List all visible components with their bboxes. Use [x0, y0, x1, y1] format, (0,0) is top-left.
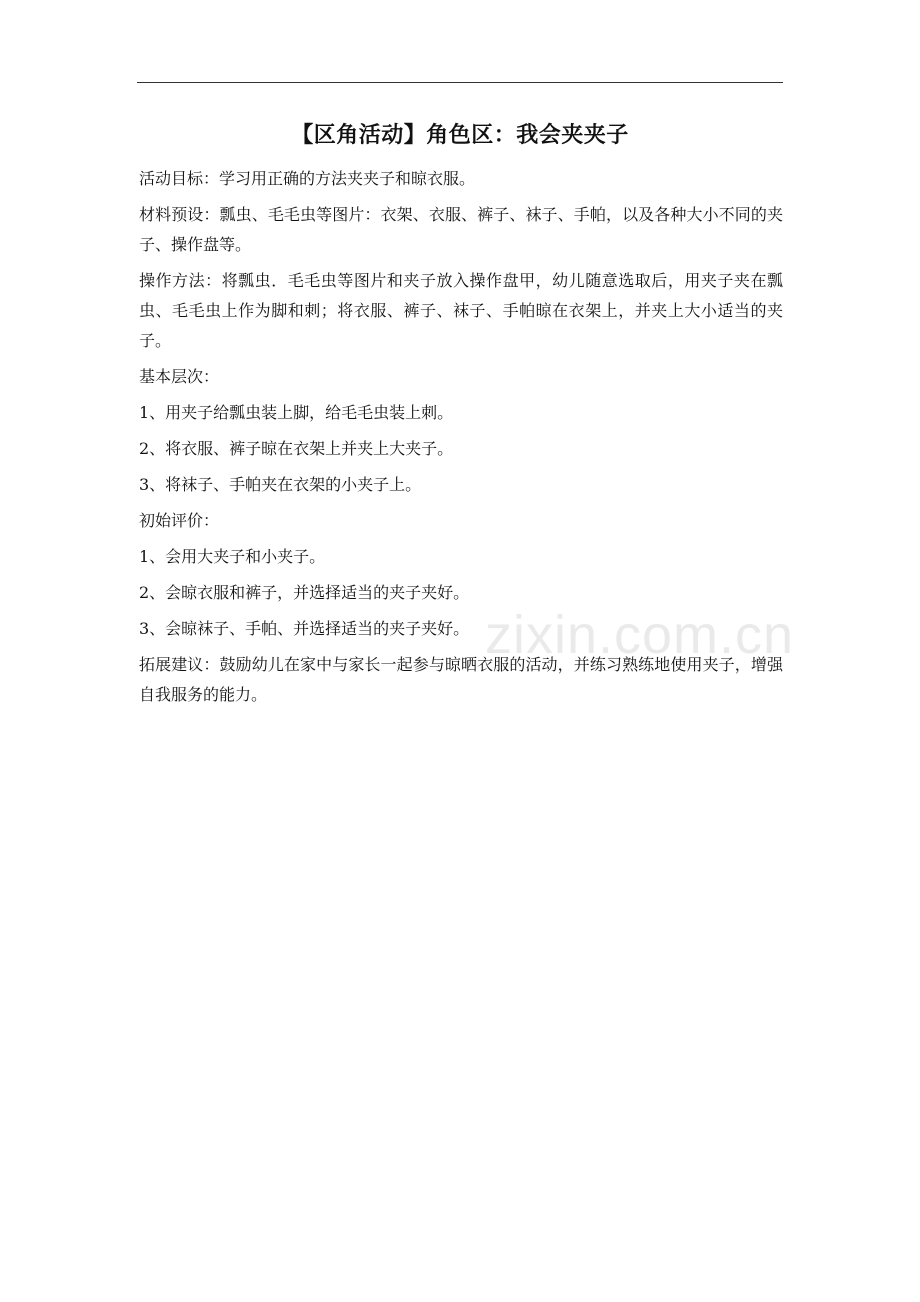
header-rule: [137, 82, 783, 83]
list-item-evaluation-3: 3、会晾袜子、手帕、并选择适当的夹子夹好。: [139, 619, 470, 638]
list-item-evaluation-1: 1、会用大夹子和小夹子。: [139, 547, 326, 566]
heading-basic-levels: 基本层次：: [139, 367, 220, 386]
document-body: [139, 164, 783, 716]
list-item-evaluation-2: 2、会晾衣服和裤子，并选择适当的夹子夹好。: [139, 583, 470, 602]
list-item-level-3: 3、将袜子、手帕夹在衣架的小夹子上。: [139, 475, 422, 494]
watermark: zixin.com.cn: [485, 605, 795, 665]
heading-initial-evaluation: 初始评价：: [139, 511, 220, 530]
paragraph-activity-goal: 活动目标：学习用正确的方法夹夹子和晾衣服。: [139, 169, 476, 188]
page-title: 【区角活动】角色区：我会夹夹子: [291, 123, 629, 148]
list-item-level-1: 1、用夹子给瓢虫装上脚，给毛毛虫装上刺。: [139, 403, 454, 422]
paragraph-materials: 材料预设：瓢虫、毛毛虫等图片：衣架、衣服、裤子、袜子、手帕，以及各种大小不同的夹子、操作盘等。: [139, 205, 783, 254]
paragraph-extension-suggestion: 拓展建议：鼓励幼儿在家中与家长一起参与晾晒衣服的活动，并练习熟练地使用夹子，增强自我服务的能力。: [139, 655, 783, 704]
list-item-level-2: 2、将衣服、裤子晾在衣架上并夹上大夹子。: [139, 439, 454, 458]
paragraph-method: 操作方法：将瓢虫．毛毛虫等图片和夹子放入操作盘甲，幼儿随意选取后，用夹子夹在瓢虫、毛毛虫上作为脚和刺；将衣服、裤子、袜子、手帕晾在衣架上，并夹上大小适当的夹子。: [139, 271, 783, 350]
